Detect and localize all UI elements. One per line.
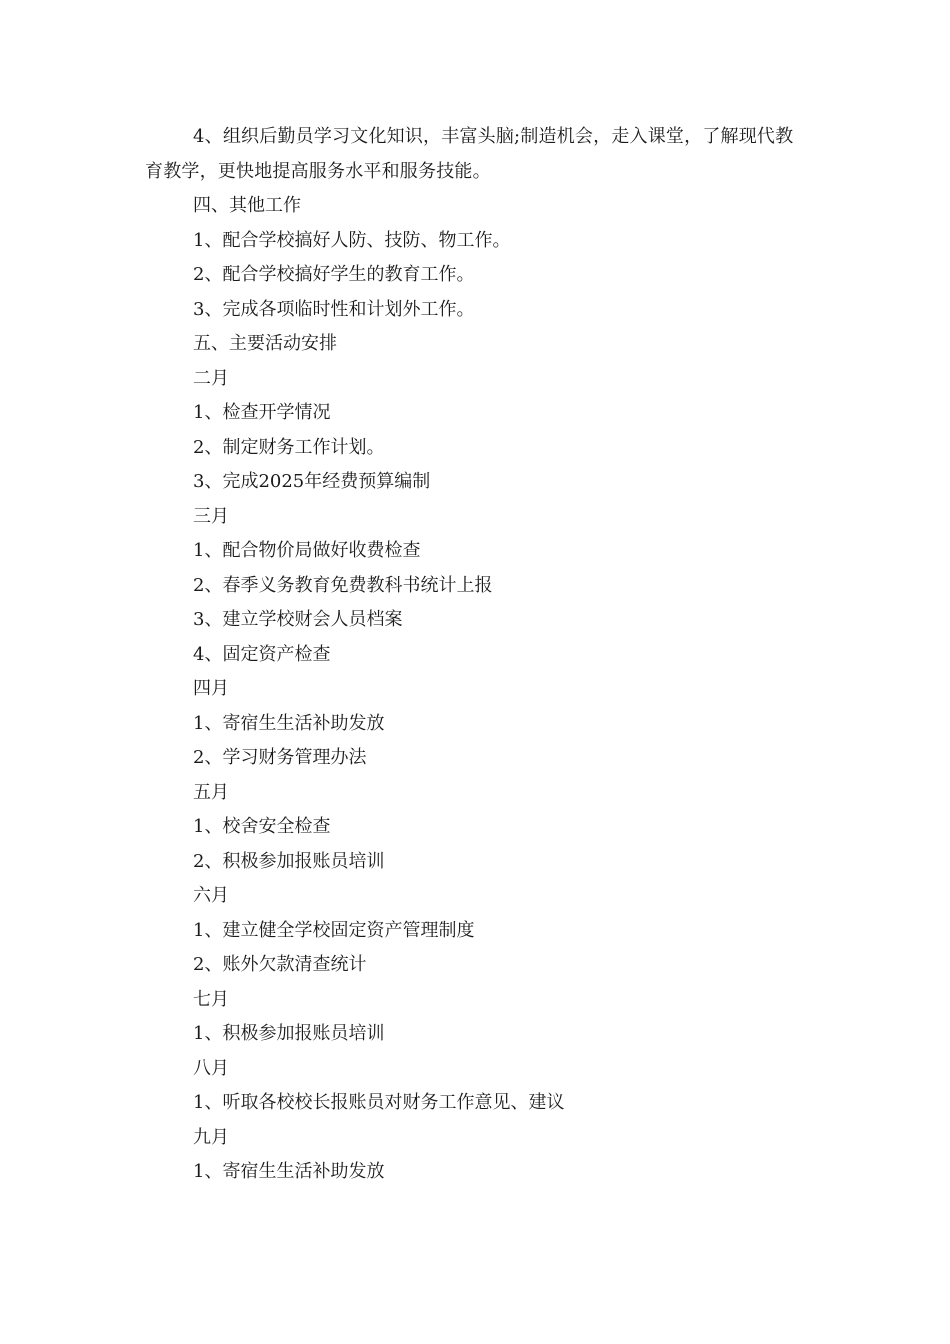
- list-item: 2、学习财务管理办法: [193, 747, 367, 768]
- month-heading-february: 二月: [193, 367, 229, 389]
- list-item: 2、春季义务教育免费教科书统计上报: [193, 574, 493, 596]
- month-heading-april: 四月: [193, 678, 229, 699]
- list-item: 1、配合学校搞好人防、技防、物工作。: [193, 229, 511, 251]
- list-item: 4、固定资产检查: [193, 643, 331, 665]
- list-item: 1、积极参加报账员培训: [193, 1023, 385, 1044]
- list-item: 1、检查开学情况: [193, 402, 331, 423]
- month-heading-july: 七月: [193, 988, 229, 1010]
- list-item: 2、制定财务工作计划。: [193, 436, 385, 458]
- intro-paragraph: 4、组织后勤员学习文化知识，丰富头脑;制造机会，走入课堂，了解现代教育教学，更快地提高服务水平和服务技能。: [145, 126, 794, 182]
- list-item: 3、完成各项临时性和计划外工作。: [193, 298, 475, 320]
- section-heading-activity-schedule: 五、主要活动安排: [193, 333, 337, 354]
- list-item: 1、寄宿生生活补助发放: [193, 712, 385, 734]
- list-item: 1、建立健全学校固定资产管理制度: [193, 919, 475, 941]
- list-item: 1、寄宿生生活补助发放: [193, 1161, 385, 1182]
- month-heading-march: 三月: [193, 505, 229, 527]
- month-heading-september: 九月: [193, 1126, 229, 1148]
- list-item: 1、校舍安全检查: [193, 816, 331, 837]
- list-item: 1、听取各校校长报账员对财务工作意见、建议: [193, 1092, 565, 1113]
- list-item: 1、配合物价局做好收费检查: [193, 540, 421, 561]
- list-item: 2、配合学校搞好学生的教育工作。: [193, 264, 475, 285]
- month-heading-june: 六月: [193, 885, 229, 906]
- list-item: 2、账外欠款清查统计: [193, 954, 367, 975]
- list-item: 3、完成2025年经费预算编制: [193, 471, 431, 492]
- list-item: 3、建立学校财会人员档案: [193, 609, 403, 630]
- document-body: [145, 120, 815, 1190]
- month-heading-may: 五月: [193, 781, 229, 803]
- month-heading-august: 八月: [193, 1057, 229, 1079]
- list-item: 2、积极参加报账员培训: [193, 850, 385, 872]
- section-heading-other-work: 四、其他工作: [193, 195, 301, 216]
